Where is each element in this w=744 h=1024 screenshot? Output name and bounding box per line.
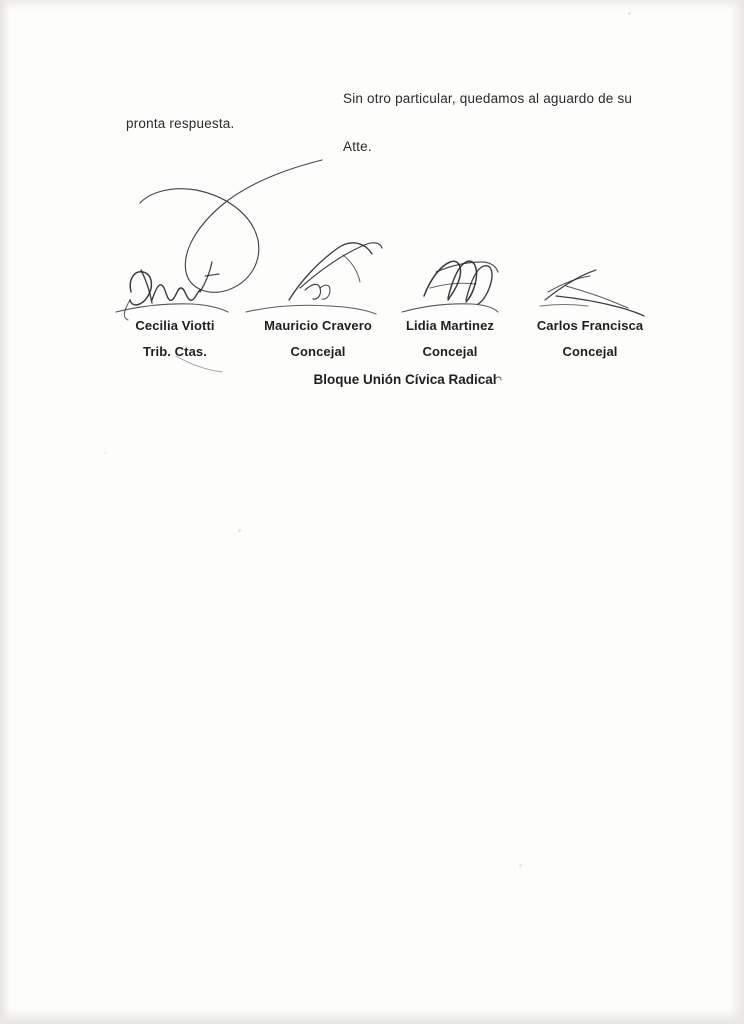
bloc-affiliation-line: Bloque Unión Cívica Radical xyxy=(313,372,497,387)
signatory-name: Lidia Martinez xyxy=(405,318,495,333)
scan-edge-shadow-left xyxy=(0,0,10,1024)
signatory-role: Concejal xyxy=(562,344,618,359)
signatory-role: Concejal xyxy=(422,344,478,359)
scan-speck xyxy=(238,529,241,532)
closing-paragraph-line-1: Sin otro particular, quedamos al aguardo de su xyxy=(343,91,633,106)
scan-speck xyxy=(104,452,106,454)
signatory-name: Mauricio Cravero xyxy=(264,318,372,333)
signature-block xyxy=(100,230,700,400)
signatory-name: Cecilia Viotti xyxy=(135,318,215,333)
scan-edge-shadow-bottom xyxy=(0,1008,744,1024)
signatory-name: Carlos Francisca xyxy=(536,318,644,333)
salutation-text: Atte. xyxy=(343,139,372,154)
signature-column xyxy=(520,318,660,359)
signatory-role: Trib. Ctas. xyxy=(143,344,207,359)
scan-edge-shadow-right xyxy=(730,0,744,1024)
scan-speck xyxy=(628,12,631,15)
scan-speck xyxy=(519,864,522,867)
signature-column xyxy=(390,318,510,359)
signature-column xyxy=(248,318,388,359)
closing-paragraph-line-2: pronta respuesta. xyxy=(126,116,235,131)
signatory-role: Concejal xyxy=(290,344,346,359)
scan-edge-shadow-top xyxy=(0,0,744,10)
signature-column xyxy=(110,318,240,359)
